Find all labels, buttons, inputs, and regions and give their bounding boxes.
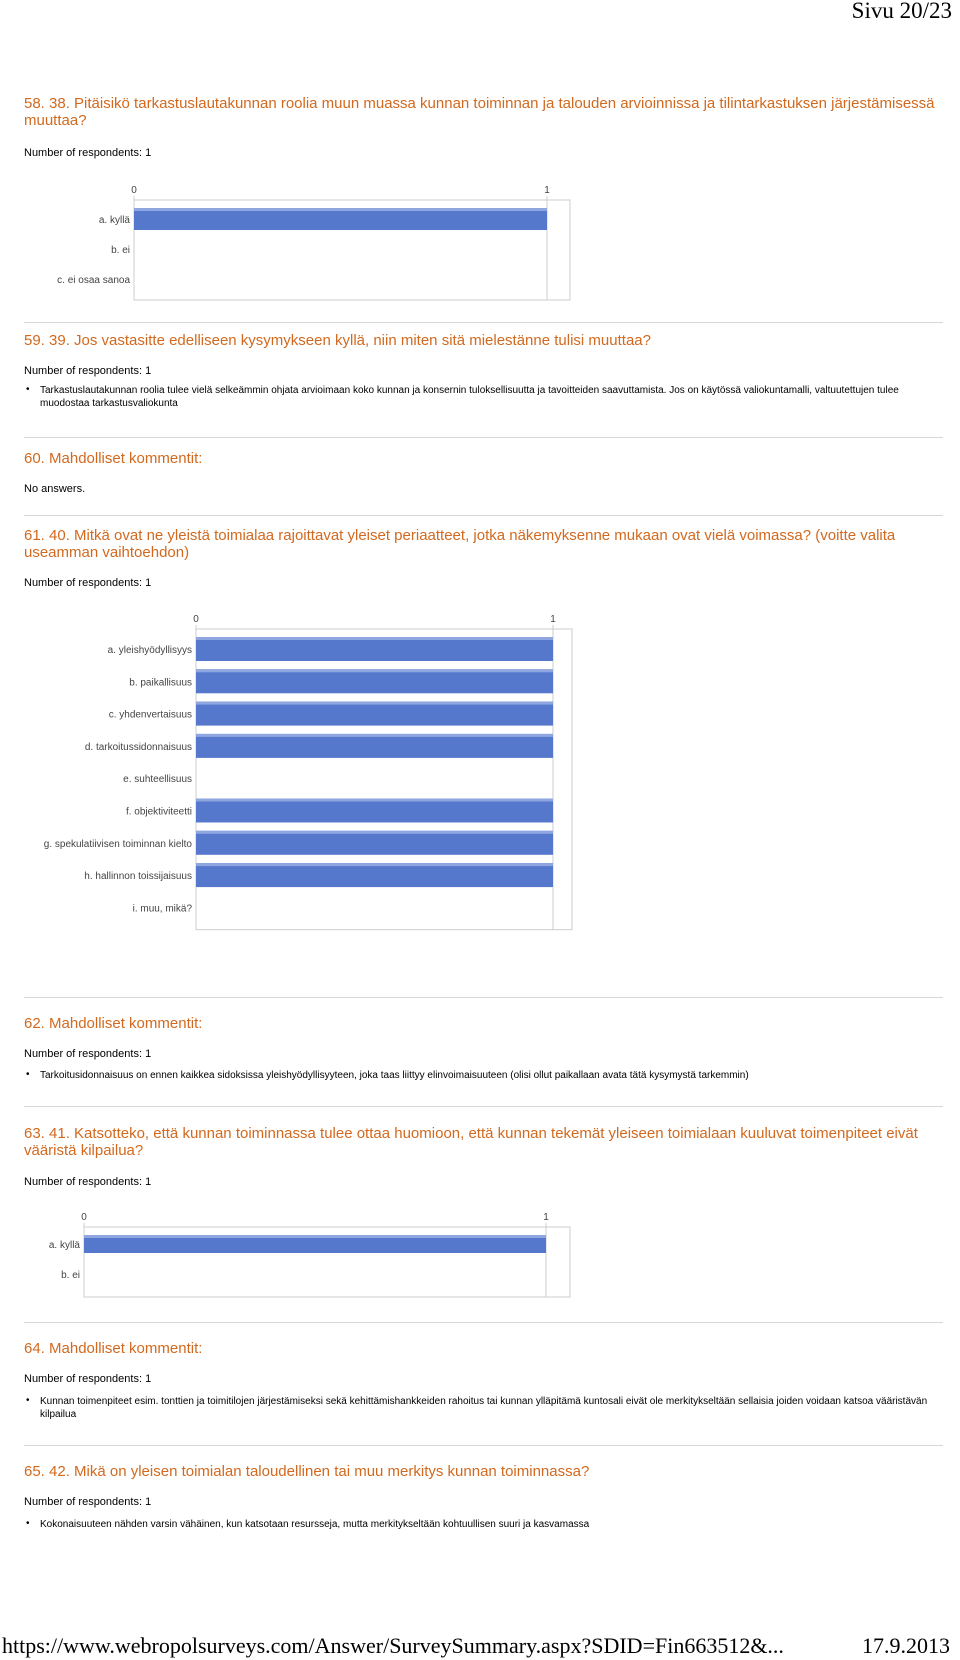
category-label: f. objektiviteetti xyxy=(125,806,193,818)
category-label: d. tarkoitussidonnaisuus xyxy=(84,741,193,753)
question-64-title: 64. Mahdolliset kommentit: xyxy=(24,1340,203,1357)
question-65-answer xyxy=(26,1518,941,1531)
question-62-respondents: Number of respondents: 1 xyxy=(24,1048,152,1060)
bar xyxy=(196,734,553,758)
answer-text: Kunnan toimenpiteet esim. tonttien ja toimitilojen järjestämiseksi sekä kehittämishankkeiden rahoitus tai kunnan ylläpitämä kuntosali eivät ole merkitykseltään sellaisia joiden voidaan katsoa vääristävän kilpailua xyxy=(40,1396,928,1420)
question-64-answer xyxy=(26,1395,941,1421)
bar-highlight xyxy=(196,831,553,834)
tick-label: 1 xyxy=(543,1212,549,1223)
bar-highlight xyxy=(196,637,553,640)
answer-text: Kokonaisuuteen nähden varsin vähäinen, kun katsotaan resursseja, mutta merkitykseltään kohtuullisen suuri ja kasvamassa xyxy=(40,1519,590,1530)
category-label: c. ei osaa sanoa xyxy=(57,275,130,286)
bullet-icon: • xyxy=(26,384,30,395)
bar xyxy=(196,637,553,661)
divider xyxy=(24,1445,943,1446)
category-label: h. hallinnon toissijaisuus xyxy=(84,871,193,883)
bar xyxy=(196,798,553,822)
bar-highlight xyxy=(84,1235,546,1238)
bullet-icon: • xyxy=(26,1069,30,1080)
bullet-icon: • xyxy=(26,1518,30,1529)
category-label: e. suhteellisuus xyxy=(123,774,193,786)
bullet-icon: • xyxy=(26,1395,30,1406)
question-62-answer xyxy=(26,1069,941,1082)
divider xyxy=(24,997,943,998)
category-label: b. ei xyxy=(61,1270,80,1281)
bar-highlight xyxy=(196,798,553,801)
question-62-title: 62. Mahdolliset kommentit: xyxy=(24,1015,203,1032)
footer-url: https://www.webropolsurveys.com/Answer/SurveySummary.aspx?SDID=Fin663512&... xyxy=(2,1633,784,1658)
category-label: b. ei xyxy=(111,245,130,256)
question-65-title: 65. 42. Mikä on yleisen toimialan taloudellinen tai muu merkitys kunnan toiminnassa? xyxy=(24,1463,590,1480)
page-number: Sivu 20/23 xyxy=(851,0,952,23)
question-63-chart xyxy=(0,1208,580,1301)
answer-text: Tarkoitusidonnaisuus on ennen kaikkea sidoksissa yleishyödyllisyyteen, joka taas liittyy elinvoimaisuuteen (olisi ollut paikallaan avata tätä kysymystä tarkemmin) xyxy=(40,1070,749,1081)
bar xyxy=(196,831,553,855)
answer-text: Tarkastuslautakunnan roolia tulee vielä selkeämmin ohjata arvioimaan koko kunnan ja konsernin tuloksellisuutta ja tavoitteiden saavuttamista. Jos on käytössä valiokuntamalli, valtuutettujen tulee muodostaa tarkastusvaliokunta xyxy=(40,385,899,409)
question-63-title: 63. 41. Katsotteko, että kunnan toiminnassa tulee ottaa huomioon, että kunnan tekemät yleiseen toimialaan kuuluvat toimenpiteet eivät vääristä kilpailua? xyxy=(24,1125,918,1159)
bar-highlight xyxy=(196,669,553,672)
chart-svg xyxy=(0,180,580,304)
question-64-respondents: Number of respondents: 1 xyxy=(24,1373,152,1385)
divider xyxy=(24,322,943,323)
question-63-respondents: Number of respondents: 1 xyxy=(24,1176,152,1188)
tick-label: 0 xyxy=(131,185,137,196)
question-58-respondents: Number of respondents: 1 xyxy=(24,147,152,159)
category-label: a. yleishyödyllisyys xyxy=(107,644,193,656)
bar-highlight xyxy=(196,702,553,705)
divider xyxy=(24,1106,943,1107)
footer-date: 17.9.2013 xyxy=(862,1633,950,1658)
divider xyxy=(24,1322,943,1323)
tick-label: 0 xyxy=(193,613,199,625)
category-label: c. yhdenvertaisuus xyxy=(108,709,193,721)
divider xyxy=(24,515,943,516)
question-65-respondents: Number of respondents: 1 xyxy=(24,1496,152,1508)
question-59-title: 59. 39. Jos vastasitte edelliseen kysymykseen kyllä, niin miten sitä mielestänne tulisi muuttaa? xyxy=(24,332,651,349)
question-60-title: 60. Mahdolliset kommentit: xyxy=(24,450,203,467)
divider xyxy=(24,437,943,438)
question-58-title: 58. 38. Pitäisikö tarkastuslautakunnan roolia muun muassa kunnan toiminnan ja talouden arvioinnissa ja tilintarkastuksen järjestämisessä muuttaa? xyxy=(24,95,935,129)
category-label: b. paikallisuus xyxy=(129,677,193,689)
tick-label: 1 xyxy=(544,185,550,196)
chart-svg xyxy=(0,1208,580,1301)
bar xyxy=(196,863,553,887)
question-61-title: 61. 40. Mitkä ovat ne yleistä toimialaa rajoittavat yleiset periaatteet, jotka näkemyksenne mukaan ovat vielä voimassa? (voitte valita useamman vaihtoehdon) xyxy=(24,527,896,561)
category-label: g. spekulatiivisen toiminnan kielto xyxy=(43,838,193,850)
bar xyxy=(196,702,553,726)
question-60-no-answers: No answers. xyxy=(24,483,86,495)
bar-highlight xyxy=(196,863,553,866)
bar-highlight xyxy=(134,208,547,211)
category-label: a. kyllä xyxy=(98,215,130,226)
question-59-answer xyxy=(26,384,941,410)
bar xyxy=(134,208,547,230)
chart-svg xyxy=(0,609,590,934)
category-label: a. kyllä xyxy=(48,1240,80,1251)
bar xyxy=(196,669,553,693)
category-label: i. muu, mikä? xyxy=(132,903,193,915)
question-59-respondents: Number of respondents: 1 xyxy=(24,365,152,377)
question-58-chart xyxy=(0,180,580,304)
question-61-chart xyxy=(0,609,590,934)
page-footer xyxy=(0,1633,960,1660)
bar-highlight xyxy=(196,734,553,737)
tick-label: 0 xyxy=(81,1212,87,1223)
tick-label: 1 xyxy=(550,613,556,625)
question-61-respondents: Number of respondents: 1 xyxy=(24,577,152,589)
